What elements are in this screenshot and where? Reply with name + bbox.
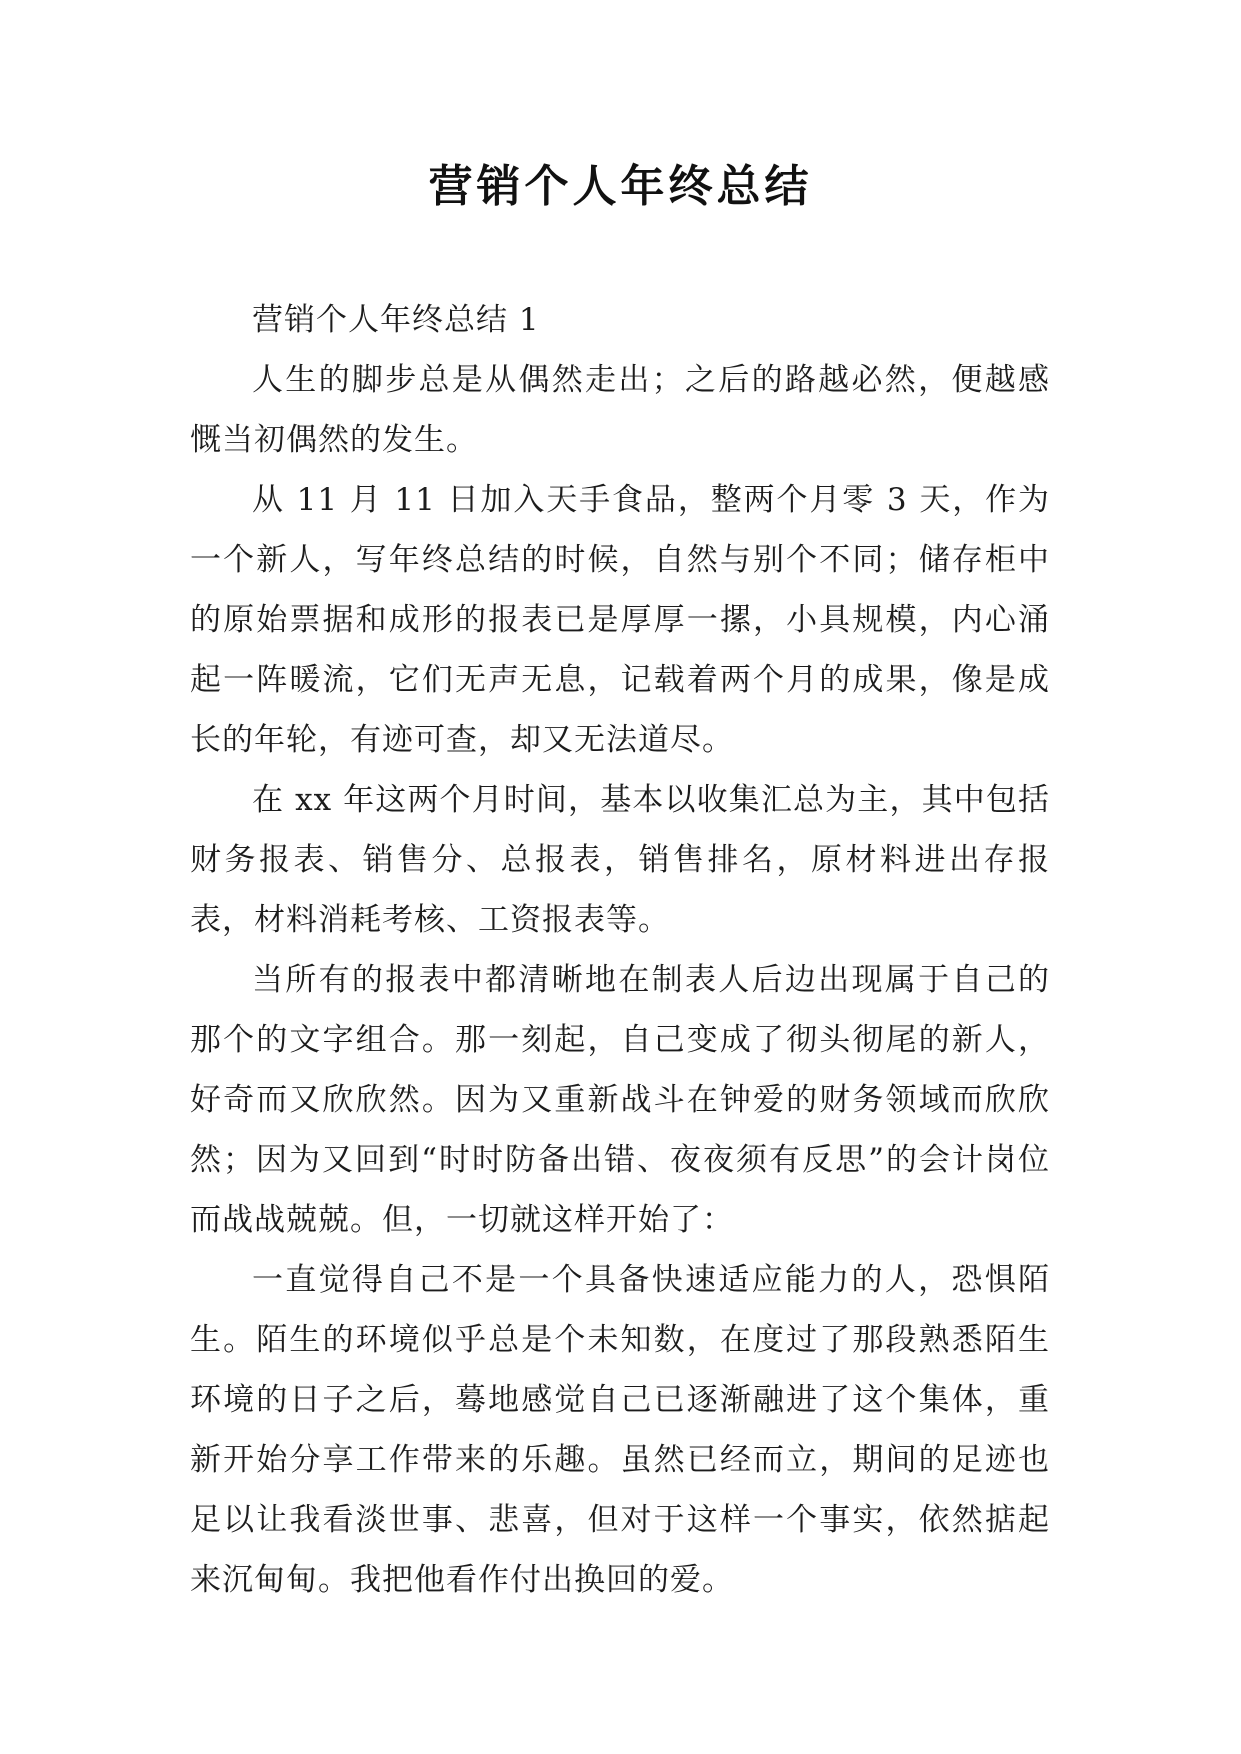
section-heading: 营销个人年终总结 1	[252, 302, 540, 338]
document-body	[190, 290, 1050, 1610]
paragraph: 在 xx 年这两个月时间，基本以收集汇总为主，其中包括财务报表、销售分、总报表，销售排名，原材料进出存报表，材料消耗考核、工资报表等。	[190, 782, 1050, 938]
paragraph: 人生的脚步总是从偶然走出；之后的路越必然，便越感慨当初偶然的发生。	[190, 362, 1050, 458]
paragraph: 从 11 月 11 日加入天手食品，整两个月零 3 天，作为一个新人，写年终总结的时候，自然与别个不同；储存柜中的原始票据和成形的报表已是厚厚一摞，小具规模，内心涌起一阵暖流，它们无声无息，记载着两个月的成果，像是成长的年轮，有迹可查，却又无法道尽。	[190, 482, 1050, 758]
paragraph: 一直觉得自己不是一个具备快速适应能力的人，恐惧陌生。陌生的环境似乎总是个未知数，在度过了那段熟悉陌生环境的日子之后，蓦地感觉自己已逐渐融进了这个集体，重新开始分享工作带来的乐趣。虽然已经而立，期间的足迹也足以让我看淡世事、悲喜，但对于这样一个事实，依然掂起来沉甸甸。我把他看作付出换回的爱。	[190, 1262, 1050, 1598]
document-title: 营销个人年终总结	[428, 161, 813, 212]
paragraph: 当所有的报表中都清晰地在制表人后边出现属于自己的那个的文字组合。那一刻起，自己变成了彻头彻尾的新人，好奇而又欣欣然。因为又重新战斗在钟爱的财务领域而欣欣然；因为又回到“时时防备出错、夜夜须有反思”的会计岗位而战战兢兢。但，一切就这样开始了：	[190, 962, 1050, 1238]
